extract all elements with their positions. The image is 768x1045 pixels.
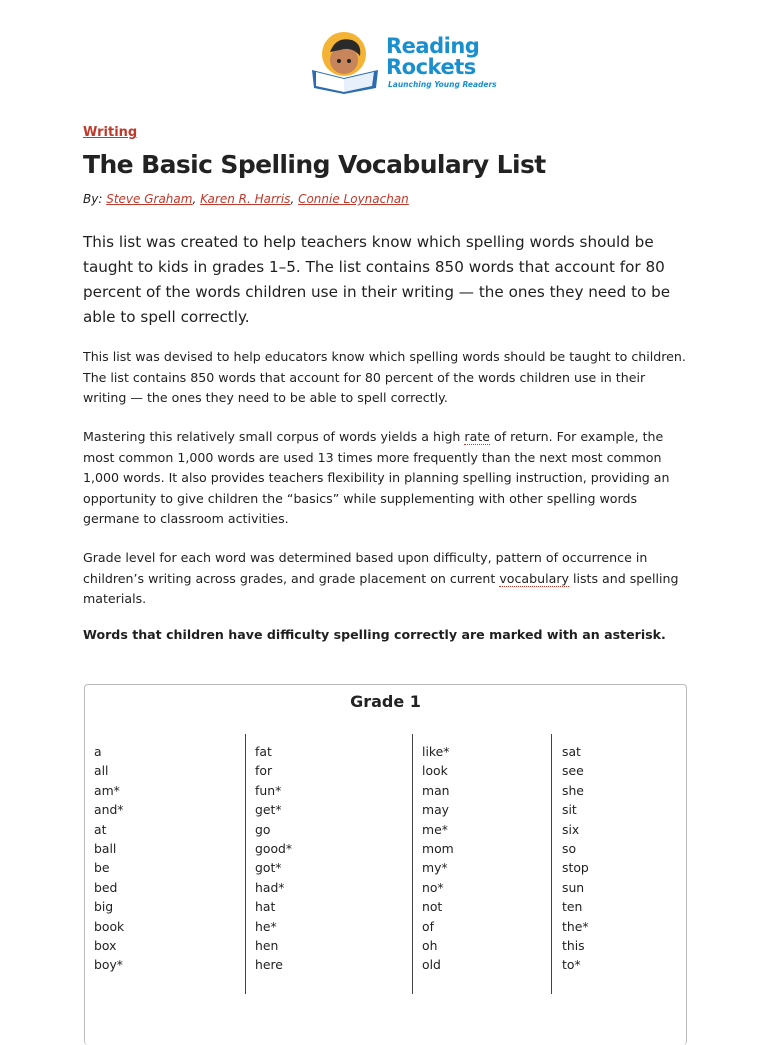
word-item: oh: [422, 937, 438, 953]
lead-paragraph: This list was created to help teachers know which spelling words should be taught to kids in grades 1–5. The list contains 850 words that account for 80 percent of the words children use in their writing — the ones they need to be able to spell correctly.: [83, 233, 671, 326]
word-item: book: [94, 918, 125, 934]
word-column-4: [562, 742, 589, 975]
word-column-3: [422, 742, 454, 975]
word-item: mom: [422, 840, 454, 856]
word-item: hat: [255, 899, 276, 915]
word-item: get*: [255, 802, 282, 818]
page-title: The Basic Spelling Vocabulary List: [83, 150, 546, 179]
word-item: sun: [562, 879, 585, 895]
word-item: sat: [562, 744, 581, 759]
body-paragraph: This list was devised to help educators know which spelling words should be taught to children. The list contains 850 words that account for 80 percent of the words children use in their writing — the ones they need to be able to spell correctly.: [83, 349, 686, 405]
word-item: look: [422, 763, 448, 779]
logo-wordmark: Reading Rockets: [386, 34, 480, 79]
word-item: not: [422, 899, 443, 915]
author-link[interactable]: Connie Loynachan: [298, 192, 409, 206]
column-divider: [551, 734, 552, 994]
word-item: my*: [422, 860, 448, 876]
word-item: old: [422, 957, 441, 973]
word-column-2: [255, 742, 292, 975]
word-item: fun*: [255, 782, 282, 798]
author-link[interactable]: Steve Graham: [106, 192, 193, 206]
author-link[interactable]: Karen R. Harris: [200, 192, 291, 206]
word-item: man: [422, 782, 450, 798]
column-divider: [245, 734, 246, 994]
word-item: no*: [422, 879, 444, 895]
byline-prefix: By:: [83, 192, 103, 206]
word-item: had*: [255, 879, 285, 895]
word-item: am*: [94, 782, 120, 798]
word-item: hen: [255, 937, 279, 953]
word-item: so: [562, 840, 577, 856]
word-item: like*: [422, 744, 450, 759]
word-item: bed: [94, 879, 118, 895]
word-item: of: [422, 918, 434, 934]
word-item: she: [562, 782, 584, 798]
word-item: fat: [255, 744, 272, 759]
word-item: see: [562, 763, 584, 779]
word-item: the*: [562, 918, 589, 934]
word-item: big: [94, 899, 114, 915]
reading-rockets-logo[interactable]: [306, 30, 497, 94]
glossary-link-rate[interactable]: rate: [464, 429, 491, 444]
word-item: ball: [94, 840, 117, 856]
word-item: may: [422, 802, 449, 818]
word-item: ten: [562, 899, 583, 915]
word-item: stop: [562, 860, 589, 876]
word-item: he*: [255, 918, 277, 934]
word-item: and*: [94, 802, 124, 818]
grade-1-table: [84, 684, 687, 1045]
word-item: boy*: [94, 957, 123, 973]
word-item: sit: [562, 802, 577, 818]
word-item: six: [562, 821, 580, 837]
byline: By: Steve Graham, Karen R. Harris, Connie Loynachan: [83, 192, 409, 206]
logo-mascot-icon: [306, 30, 386, 94]
logo-tagline: Launching Young Readers: [388, 80, 497, 89]
glossary-link-vocabulary[interactable]: vocabulary: [499, 570, 569, 586]
word-item: this: [562, 937, 585, 953]
word-item: a: [94, 744, 102, 759]
column-divider: [412, 734, 413, 994]
word-item: for: [255, 763, 273, 779]
word-item: me*: [422, 821, 448, 837]
category-link[interactable]: Writing: [83, 125, 138, 140]
word-item: box: [94, 937, 117, 953]
word-item: here: [255, 957, 283, 973]
grade-title: Grade 1: [350, 692, 421, 711]
word-item: got*: [255, 860, 282, 876]
word-item: all: [94, 763, 109, 779]
word-column-1: [94, 742, 124, 975]
asterisk-note: Words that children have difficulty spelling correctly are marked with an asterisk.: [83, 627, 666, 642]
word-item: be: [94, 860, 110, 876]
body-paragraph: Grade level for each word was determined based upon difficulty, pattern of occurrence in children’s writing across grades, and grade placement on current vocabulary lists and spelling materials.: [83, 550, 679, 606]
word-item: at: [94, 821, 107, 837]
word-item: good*: [255, 840, 293, 856]
word-item: go: [255, 821, 271, 837]
word-item: to*: [562, 957, 581, 973]
body-paragraph: Mastering this relatively small corpus of words yields a high rate of return. For example, the most common 1,000 words are used 13 times more frequently than the next most common 1,000 words. It also provides teachers flexibility in planning spelling instruction, providing an opportunity to give children the “basics” while supplementing with other spelling words germane to classroom activities.: [83, 429, 670, 526]
